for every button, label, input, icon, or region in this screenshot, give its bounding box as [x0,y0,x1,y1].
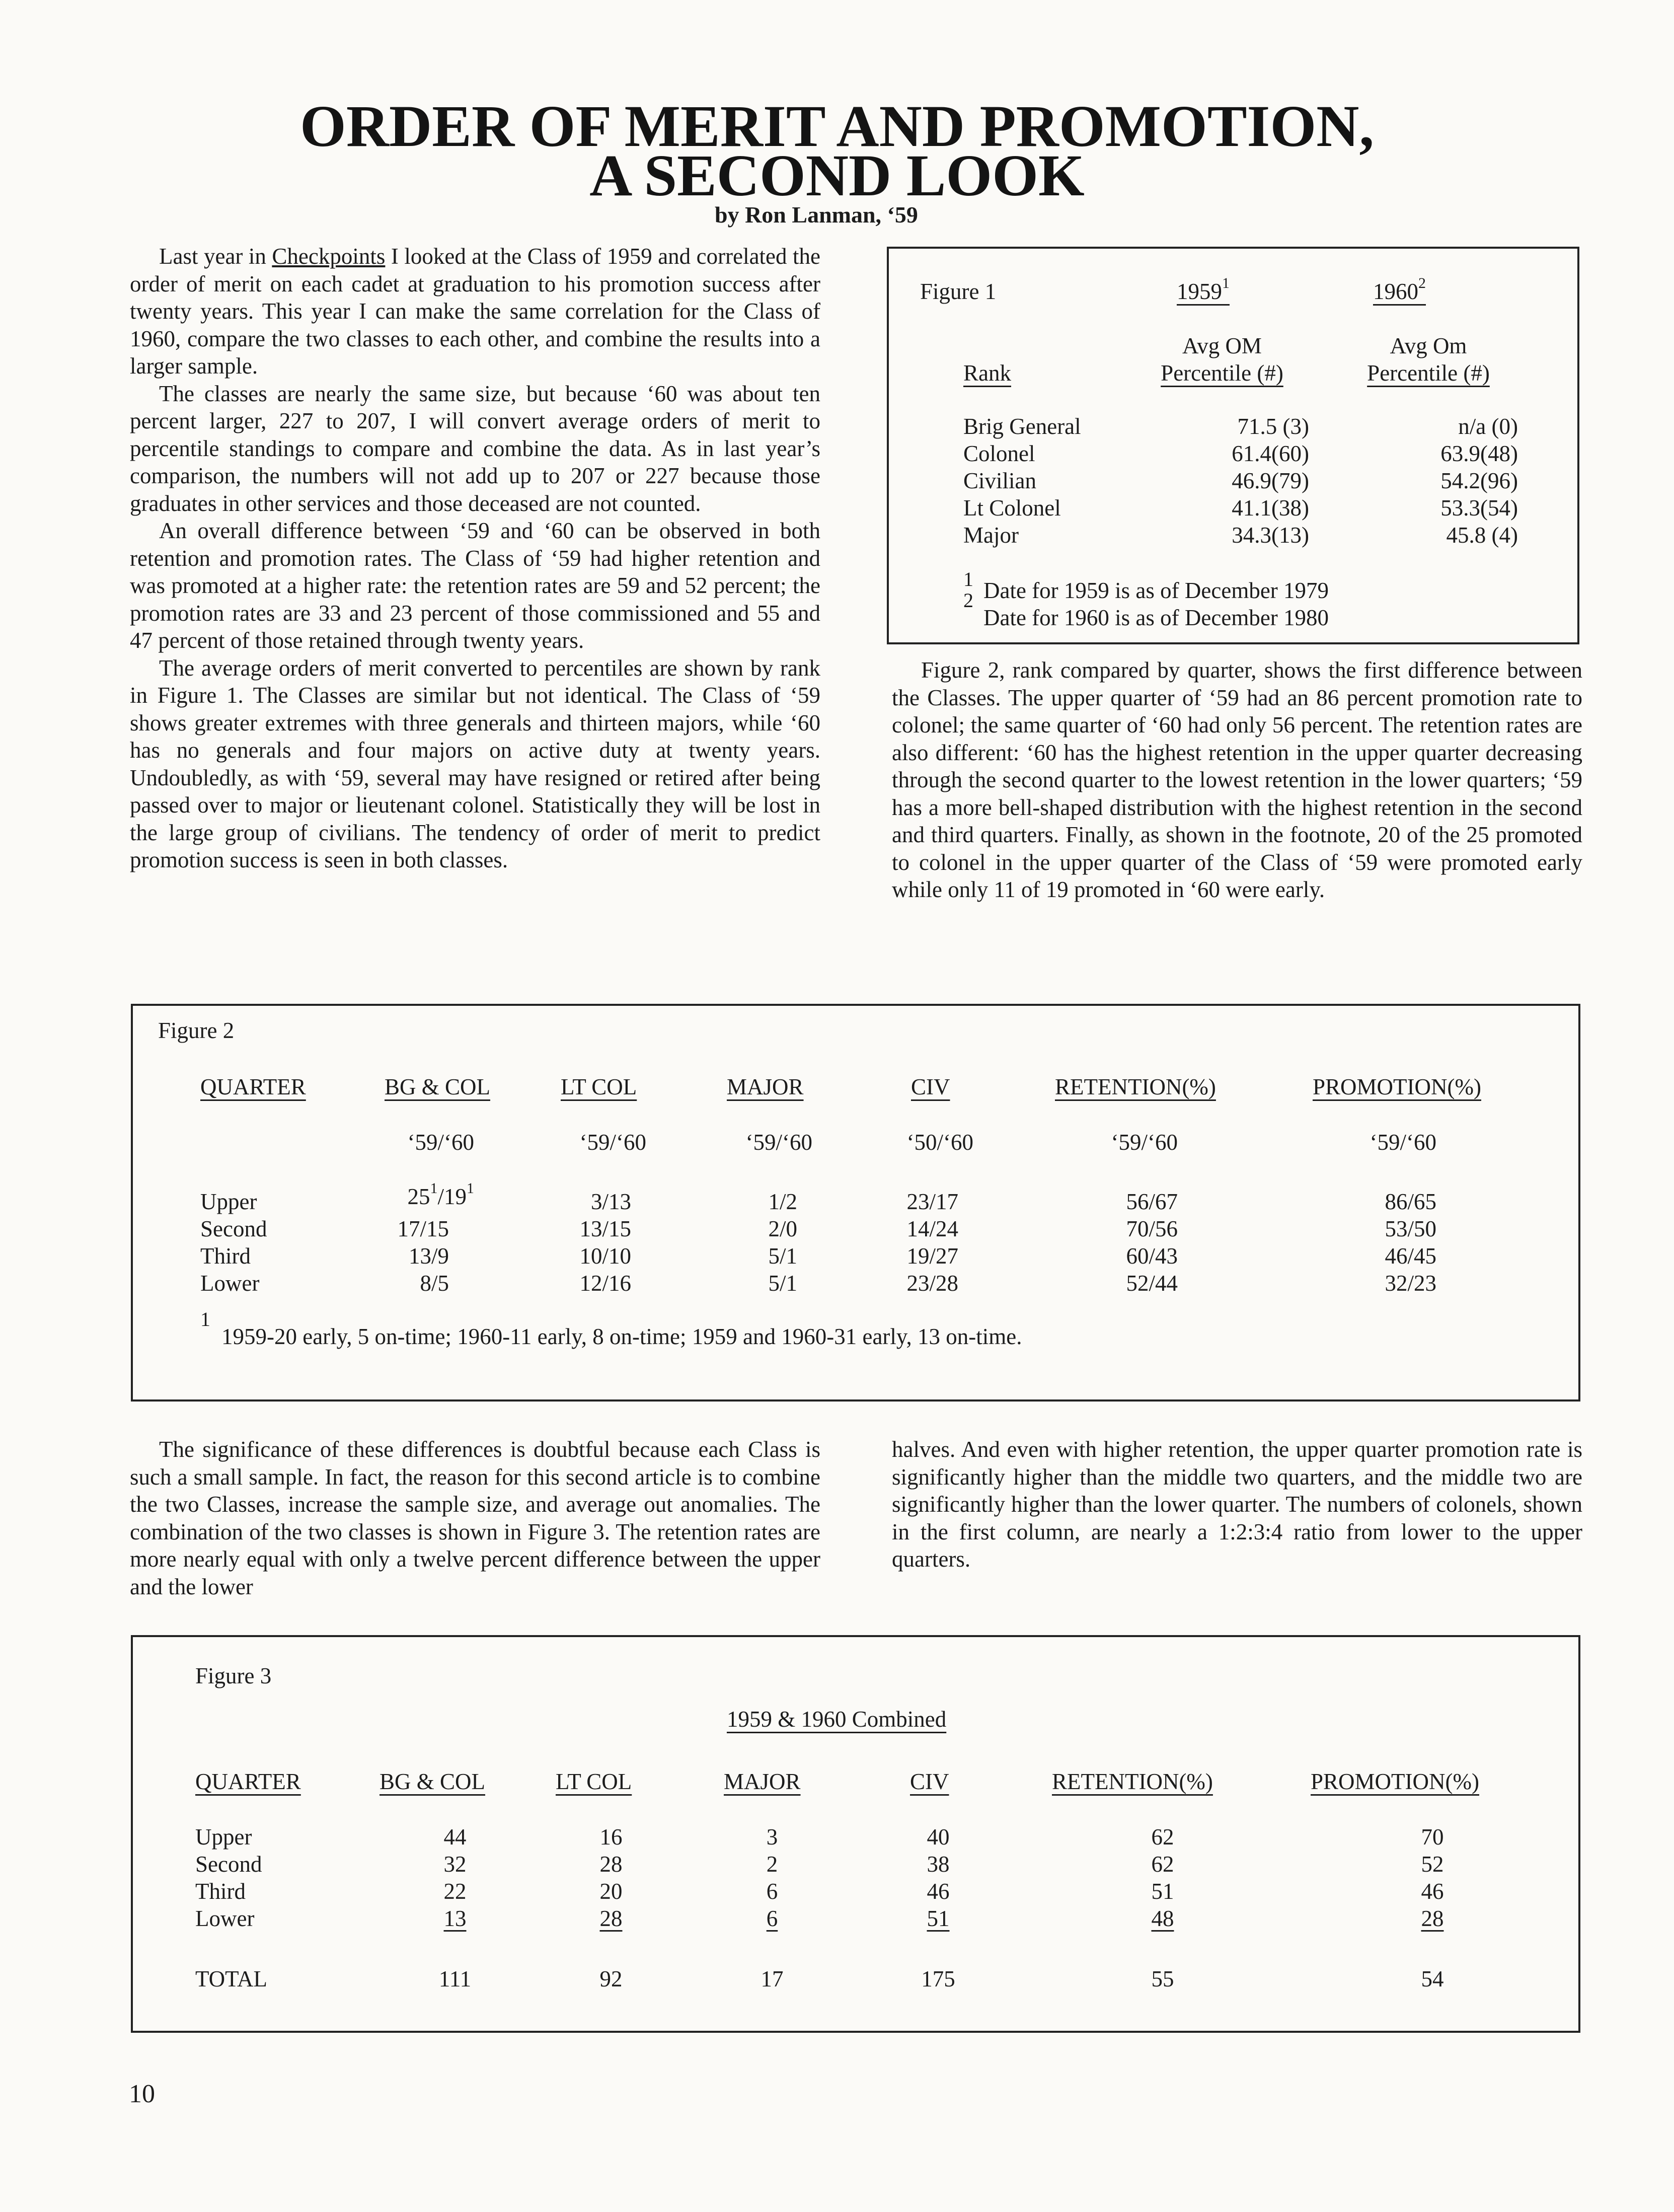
figure-2: Figure 2 QUARTER BG & COL LT COL MAJOR CIV RETENTION(%) PROMOTION(%) ‘59/‘60 ‘59/‘60 ‘59/‘60 ‘50/‘60 ‘59/‘60 ‘59/‘60 Upper $25^1/19^1$ 3/13 1/2 23/17 56/67 86/65 Second 17/15 13/15 2/0 14/24 70/56 53/50 Third 13/9 10/10 5/1 19/27 60/43 46/45 Lower 8/5 12/16 5/1 23/28 52/44 32/23 1 1959-20 early, 5 on-time; 1960-11 early, 8 on-time; 1959 and 1960-31 early, 13 on-time. [131,1004,1580,1402]
figure-3-subtitle: 1959 & 1960 Combined [727,1707,947,1732]
figure-1-rank-header: Rank [963,360,1011,386]
article-title-line1: ORDER OF MERIT AND PROMOTION, [300,93,1374,159]
figure-2-footnote-mark: 1 [200,1308,210,1331]
figure-2-label: Figure 2 [158,1018,235,1043]
figure-1-note-2-mark: 2 [963,589,973,612]
figure-1-year-1960: 1960$^2$ [1373,275,1426,304]
middle-right-text [892,1436,1582,1573]
figure-1-col1-header-1: Avg OM [1182,333,1262,358]
figure-2-footnote: 1959-20 early, 5 on-time; 1960-11 early, 8 on-time; 1959 and 1960-31 early, 13 on-time. [221,1324,1022,1349]
middle-left-text [130,1436,820,1600]
intro-paragraph-1: Last year in Checkpoints I looked at the Class of 1959 and correlated the order of merit on each cadet at graduation to his promotion success after twenty years. This year I can make the same correlation for the Class of 1960, compare the two classes to each other, and combine the results into a larger sample. [130,244,820,379]
right-column-text [892,656,1582,904]
intro-paragraph-3: An overall difference between ‘59 and ‘60 can be observed in both retention and promotion rates. The Class of ‘59 had higher retention and was promoted at a higher rate: the retention rates are 59 and 52 percent; the promotion rates are 33 and 23 percent of those commissioned and 55 and 47 percent of those retained through twenty years. [130,518,820,653]
figure-1-note-2: Date for 1960 is as of December 1980 [983,605,1329,630]
byline: by Ron Lanman, ‘59 [715,202,918,228]
figure-1-year-1959: 1959$^1$ [1177,275,1230,304]
figure-1-col2-header-2: Percentile (#) [1367,360,1490,386]
figure-1-note-1-mark: 1 [963,568,973,591]
intro-paragraph-2: The classes are nearly the same size, but because ‘60 was about ten percent larger, 227 to 207, I will convert average orders of merit to percentile standings to compare and combine the data. As in last year’s comparison, the numbers will not add up to 207 or 227 because those graduates in other services and those deceased are not counted. [130,381,820,516]
checkpoints-link: Checkpoints [272,244,386,269]
figure-1-note-1: Date for 1959 is as of December 1979 [983,578,1329,603]
figure-1: Figure 1 1959$^1$ 1960$^2$ Avg OM Avg Om Rank Percentile (#) Percentile (#) Brig General 71.5 (3) n/a (0) Colonel 61.4(60) 63.9(48) Civilian 46.9(79) 54.2(96) Lt Colonel 41.1(38) 53.3(54) Major 34.3(13) 45.8 (4) 1 Date for 1959 is as of December 1979 2 Date for 1960 is as of December 1980 [887,247,1579,644]
figure-1-label: Figure 1 [920,279,997,304]
middle-paragraph-right: halves. And even with higher retention, the upper quarter promotion rate is significantly higher than the middle two quarters, and the middle two are significantly higher than the lower quarter. The numbers of colonels, shown in the first column, are nearly a 1:2:3:4 ratio from lower to the upper quarters. [892,1437,1582,1572]
figure-3-label: Figure 3 [195,1663,272,1688]
page-number: 10 [129,2080,155,2108]
middle-paragraph-left: The significance of these differences is doubtful because each Class is such a small sample. In fact, the reason for this second article is to combine the two Classes, increase the sample size, and average out anomalies. The combination of the two classes is shown in Figure 3. The retention rates are more nearly equal with only a twelve percent difference between the upper and the lower [130,1437,820,1599]
figure-1-col1-header-2: Percentile (#) [1161,360,1283,386]
figure-1-col2-header-1: Avg Om [1390,333,1467,358]
article-title-line2: A SECOND LOOK [589,142,1085,208]
intro-paragraph-4: The average orders of merit converted to percentiles are shown by rank in Figure 1. The Classes are similar but not identical. The Class of ‘59 shows greater extremes with three generals and thirteen majors, while ‘60 has no generals and four majors on active duty at twenty years. Undoubledly, as with ‘59, several may have resigned or retired after being passed over to major or lieutenant colonel. Statistically they will be lost in the large group of civilians. The tendency of order of merit to predict promotion success is seen in both classes. [130,655,820,872]
intro-column [130,243,820,874]
figure-2-discussion: Figure 2, rank compared by quarter, shows the first difference between the Classes. The upper quarter of ‘59 had an 86 percent promotion rate to colonel; the same quarter of ‘60 had only 56 percent. The retention rates are also different: ‘60 has the highest retention in the upper quarter decreasing through the second quarter to the lowest retention in the lower quarters; ‘59 has a more bell-shaped distribution with the highest retention in the second and third quarters. Finally, as shown in the footnote, 20 of the 25 promoted to colonel in the upper quarter of the Class of ‘59 were promoted early while only 11 of 19 promoted in ‘60 were early. [892,657,1582,902]
figure-2-upper-bgcol: $25^1/19^1$ [407,1180,474,1209]
figure-3: Figure 3 1959 & 1960 Combined QUARTER BG & COL LT COL MAJOR CIV RETENTION(%) PROMOTION(%) Upper 44 16 3 40 62 70 Second 32 28 2 38 62 52 Third 22 20 6 46 51 46 Lower 13 28 6 51 48 28 TOTAL 111 92 17 175 55 54 [131,1635,1580,2033]
